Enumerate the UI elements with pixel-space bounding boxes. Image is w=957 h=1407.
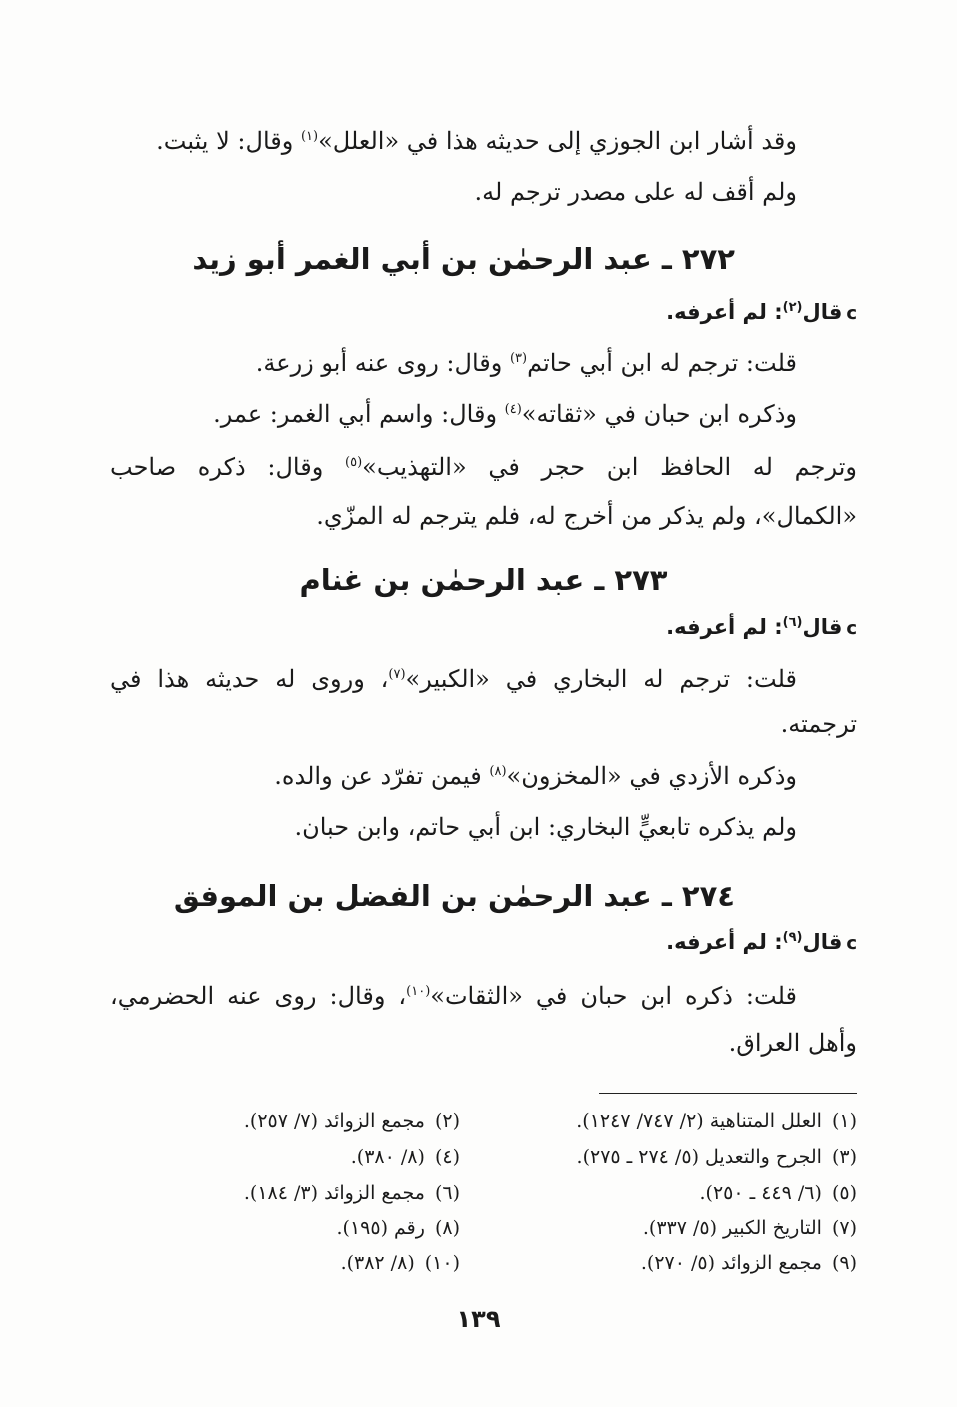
entry-273-para-3: ولم يذكره تابعيٍّ البخاري: ابن أبي حاتم، وابن حبان.: [294, 813, 797, 841]
entry-273-para-1: [110, 655, 797, 703]
footnote-number: (٦): [434, 1182, 460, 1204]
qal-text: : لم أعرفه.: [666, 615, 783, 639]
footnote-1: [576, 1104, 857, 1138]
qal-text: : لم أعرفه.: [666, 930, 783, 954]
footnote-ref: (٧): [388, 667, 406, 682]
footnote-3: [577, 1140, 857, 1174]
intro-text: وقد أشار ابن الجوزي إلى حديثه هذا في «العلل»: [318, 127, 797, 155]
para-text: قلت: ترجم له ابن أبي حاتم: [527, 349, 797, 377]
footnote-ref: (٣): [509, 351, 528, 366]
footnote-ref: (٦): [782, 615, 803, 630]
qal-label: قال: [802, 615, 843, 639]
footnote-ref: (٢): [782, 300, 803, 315]
entry-274-para-1-line-2: وأهل العراق.: [728, 1029, 857, 1057]
qal-text: : لم أعرفه.: [666, 300, 783, 324]
para-text: وذكره ابن حبان في «ثقاته»: [521, 400, 797, 428]
footnote-5: [699, 1176, 857, 1210]
footnote-text: العلل المتناهية (٢/ ٧٤٧/ ١٢٤٧).: [576, 1110, 822, 1132]
entry-272-para-3-line-2: «الكمال»، ولم يذكر من أخرج له، فلم يترجم له المزّي.: [316, 502, 857, 530]
entry-273-para-1-line-2: ترجمته.: [780, 710, 857, 738]
footnote-number: (٥): [831, 1182, 857, 1204]
footnote-text: (٨/ ٣٨٢).: [340, 1252, 415, 1274]
footnote-number: (٤): [434, 1146, 460, 1168]
intro-text: وقال: لا يثبت.: [156, 127, 301, 155]
footnote-4: [351, 1140, 460, 1174]
footnote-ref: (٩): [782, 930, 803, 945]
intro-line-1: [110, 117, 797, 165]
para-text: ، وقال: روى عنه الحضرمي،: [110, 982, 407, 1010]
para-text: وقال: واسم أبي الغمر: عمر.: [213, 400, 505, 428]
footnote-number: (٧): [831, 1217, 857, 1239]
page-number: ١٣٩: [456, 1305, 501, 1333]
marker-icon: c: [846, 303, 857, 324]
footnote-text: مجمع الزوائد (٧/ ٢٥٧).: [243, 1110, 425, 1132]
footnote-number: (٣): [831, 1146, 857, 1168]
marker-icon: c: [846, 618, 857, 639]
footnote-text: رقم (١٩٥).: [336, 1217, 425, 1239]
marker-icon: c: [846, 933, 857, 954]
footnote-text: الجرح والتعديل (٥/ ٢٧٤ ـ ٢٧٥).: [576, 1146, 822, 1168]
qal-label: قال: [802, 930, 843, 954]
entry-272-heading: ٢٧٢ ـ عبد الرحمٰن بن أبي الغمر أبو زيد: [192, 242, 735, 276]
qal-label: قال: [802, 300, 843, 324]
footnote-ref: (١): [300, 129, 319, 144]
footnote-7: [643, 1211, 857, 1245]
entry-273-heading: ٢٧٣ ـ عبد الرحمٰن بن غنام: [299, 563, 668, 597]
footnote-10: [341, 1246, 460, 1280]
footnote-ref: (٥): [345, 455, 363, 470]
para-text: فيمن تفرّد عن والده.: [274, 762, 490, 790]
para-text: وذكره الأزدي في «المخزون»: [506, 762, 797, 790]
intro-line-2: ولم أقف له على مصدر ترجم له.: [474, 178, 797, 206]
footnote-text: (٨/ ٣٨٠).: [350, 1146, 425, 1168]
footnote-text: التاريخ الكبير (٥/ ٣٣٧).: [642, 1217, 822, 1239]
footnote-6: [244, 1176, 460, 1210]
para-text: وقال: روى عنه أبو زرعة.: [255, 349, 510, 377]
para-text: وقال: ذكره صاحب: [110, 453, 345, 481]
footnote-number: (١٠): [424, 1252, 460, 1274]
entry-272-para-1: [110, 339, 797, 387]
para-text: وترجم له الحافظ ابن حجر في «التهذيب»: [362, 453, 857, 481]
footnote-9: [641, 1246, 857, 1280]
footnote-2: [244, 1104, 460, 1138]
entry-274-qal: [666, 922, 857, 964]
para-text: قلت: ذكره ابن حبان في «الثقات»: [430, 982, 798, 1010]
footnote-8: [337, 1211, 461, 1245]
entry-273-para-2: [110, 752, 797, 800]
entry-274-heading: ٢٧٤ ـ عبد الرحمٰن بن الفضل بن الموفق: [173, 879, 735, 913]
footnote-ref: (٤): [504, 402, 522, 417]
para-text: ، وروى له حديثه هذا في: [110, 665, 389, 693]
entry-272-para-3: [110, 443, 857, 491]
footnote-ref: (١٠): [406, 984, 431, 999]
para-text: قلت: ترجم له البخاري في «الكبير»: [405, 665, 797, 693]
footnote-number: (١): [831, 1110, 857, 1132]
footnote-number: (٨): [434, 1217, 460, 1239]
footnote-text: مجمع الزوائد (٥/ ٢٧٠).: [640, 1252, 822, 1274]
footnote-ref: (٨): [489, 764, 507, 779]
footnote-text: مجمع الزوائد (٣/ ١٨٤).: [243, 1182, 425, 1204]
footnote-text: (٦/ ٤٤٩ ـ ٢٥٠).: [699, 1182, 822, 1204]
entry-272-qal: [666, 292, 857, 334]
entry-274-para-1: [110, 972, 797, 1020]
footnote-number: (٩): [831, 1252, 857, 1274]
entry-273-qal: [666, 607, 857, 649]
footnote-separator: [599, 1093, 857, 1094]
entry-272-para-2: [110, 390, 797, 438]
footnote-number: (٢): [434, 1110, 460, 1132]
